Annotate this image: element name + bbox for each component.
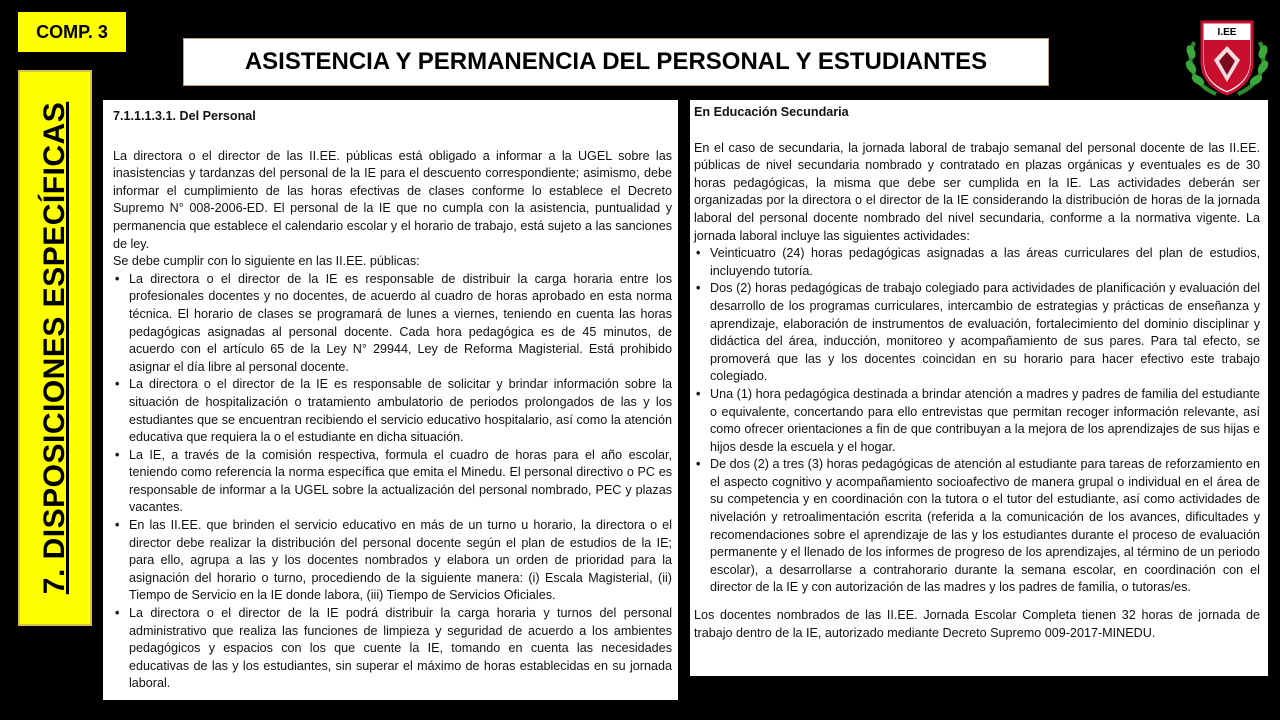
crest-icon [1182, 12, 1272, 102]
list-item: • Dos (2) horas pedagógicas de trabajo colegiado para actividades de planificación y evaluación del desarrollo de los programas curriculares, intercambio de estrategias y prácticas de enseñanza y aprendizaje, elaboración de instrumentos de evaluación, fortalecimiento del dominio disciplinar y didáctica del área, inducción, monitoreo y acompañamiento de sus pares. Para tal efecto, se promoverá que las y los docentes coincidan en su horario para hacer efectivo este trabajo colegiado. [694, 280, 1260, 386]
svg-text:I.EE: I.EE [1217, 27, 1237, 38]
slide-title: ASISTENCIA Y PERMANENCIA DEL PERSONAL Y ESTUDIANTES [183, 38, 1049, 86]
left-doc-bullet-list [113, 271, 672, 693]
comp-badge: COMP. 3 [18, 12, 126, 52]
list-item: • Veinticuatro (24) horas pedagógicas asignadas a las áreas curriculares del plan de estudios, incluyendo tutoría. [694, 245, 1260, 280]
right-doc-bullet-list [694, 245, 1260, 597]
list-item: • La IE, a través de la comisión respectiva, formula el cuadro de horas para el año escolar, teniendo como referencia la norma específica que emita el Minedu. El personal directivo o PC es responsable de informar a la UGEL sobre la actualización del personal nombrado, PEC y plazas vacantes. [113, 447, 672, 517]
list-item: • De dos (2) a tres (3) horas pedagógicas de atención al estudiante para tareas de reforzamiento en el aspecto cognitivo y acompañamiento socioafectivo de manera grupal o individual en el área de su competencia y en coordinación con la tutora o el tutor del estudiante, así como actividades de nivelación y retroalimentación escrita (referida a la comunicación de los avances, dificultades y recomendaciones sobre el aprendizaje de las y los estudiantes durante el proceso de evaluación permanente y el llenado de los informes de progreso de los aprendizajes, al término de un periodo escolar), a desarrollarse a contrahorario durante la semana escolar, en coordinación con el director de la IE y con autorización de las madres y los padres de familia, o tutoras/es. [694, 456, 1260, 597]
list-item: • Una (1) hora pedagógica destinada a brindar atención a madres y padres de familia del estudiante o equivalente, concertando para ello entrevistas que permitan recoger información relevante, así como ofrecer orientaciones a fin de que contribuyan a la mejora de los aprendizajes de sus hijas e hijos desde la escuela y el hogar. [694, 386, 1260, 456]
side-banner [18, 70, 92, 626]
list-item: • En las II.EE. que brinden el servicio educativo en más de un turno u horario, la directora o el director debe realizar la distribución del personal docente según el plan de estudios de la IE; para ello, agrupa a las y los docentes nombrados y elabora un orden de prioridad para la asignación del horario o turno, procediendo de la siguiente manera: (i) Escala Magisterial, (ii) Tiempo de Servicio en la IE donde labora, (iii) Tiempo de Servicios Oficiales. [113, 517, 672, 605]
school-crest-logo [1182, 12, 1272, 102]
list-item: • La directora o el director de la IE es responsable de distribuir la carga horaria entre los profesionales docentes y no docentes, de acuerdo al cuadro de horas aprobado en esta norma técnica. El horario de clases se programará de lunes a viernes, teniendo en cuenta las horas pedagógicas asignadas al personal docente. Cada hora pedagógica es de 45 minutos, de acuerdo con el artículo 65 de la Ley N° 29944, Ley de Reforma Magisterial. Está prohibido asignar el día libre al personal docente. [113, 271, 672, 377]
left-doc-heading: 7.1.1.1.3.1. Del Personal [113, 109, 256, 123]
left-doc-intro: Se debe cumplir con lo siguiente en las II.EE. públicas: [113, 254, 420, 269]
left-doc-paragraph: La directora o el director de las II.EE. públicas está obligado a informar a la UGEL sobre las inasistencias y tardanzas del personal de la IE para el descuento correspondiente; asimismo, debe informar el cumplimiento de las horas efectivas de clases conforme lo establece el Decreto Supremo N° 008-2006-ED. El personal de la IE que no cumpla con la asistencia, puntualidad y permanencia que establece el calendario escolar y el horario de trabajo, está sujeto a las sanciones de ley. [113, 148, 672, 251]
right-doc-paragraph: En el caso de secundaria, la jornada laboral de trabajo semanal del personal docente de las II.EE. públicas de nivel secundaria nombrado y contratado en plazas orgánicas y eventuales es de 30 horas pedagógicas, la misma que debe ser cumplida en la IE. Las actividades deberán ser organizadas por la directora o el director de la IE considerando la distribución de horas de la jornada laboral del personal docente nombrado del nivel secundaria, conforme a la normativa vigente. La jornada laboral incluye las siguientes actividades: [694, 140, 1260, 243]
list-item: • La directora o el director de la IE es responsable de solicitar y brindar información sobre la situación de hospitalización o tratamiento ambulatorio de periodos prolongados de las y los estudiantes que se encuentran recibiendo el servicio educativo hospitalario, así como la atención educativa que requiera la o el estudiante en dicha situación. [113, 376, 672, 446]
right-doc-note: Los docentes nombrados de las II.EE. Jornada Escolar Completa tienen 32 horas de jornada de trabajo dentro de la IE, autorizado mediante Decreto Supremo 009-2017-MINEDU. [694, 608, 1260, 640]
left-document-excerpt [103, 100, 678, 700]
list-item: • La directora o el director de la IE podrá distribuir la carga horaria y turnos del personal administrativo que realiza las funciones de limpieza y seguridad de acuerdo a los ambientes pedagógicos y espacios con los que cuente la IE, tomando en cuenta las necesidades educativas de las y los estudiantes, sin superar el máximo de horas establecidas en su jornada laboral. [113, 605, 672, 693]
side-banner-label: 7. DISPOSICIONES ESPECÍFICAS [38, 101, 71, 595]
right-doc-heading: En Educación Secundaria [694, 105, 849, 119]
right-document-excerpt [690, 100, 1268, 676]
